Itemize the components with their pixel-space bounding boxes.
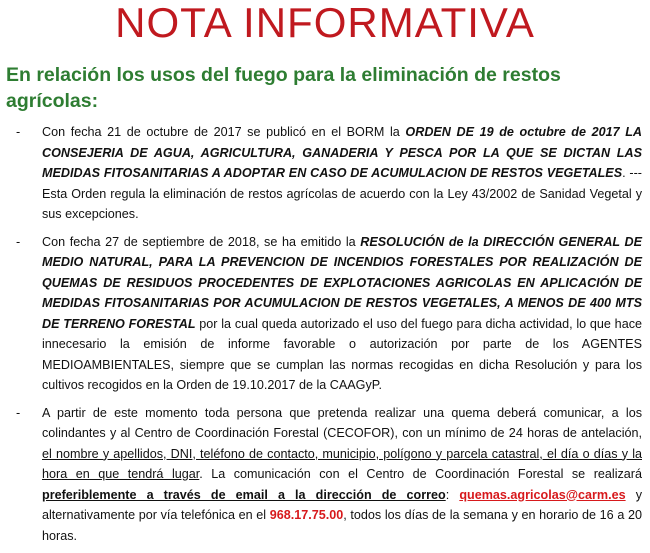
bullet-dash: - (16, 234, 21, 249)
list-item (16, 232, 642, 396)
item-text: por la cual queda autorizado el uso del fuego para dicha actividad, lo que hace innecesario la emisión de informe favorable o autorización por parte de los AGENTES MEDIOAMBIENTALES, siempre que se cumplan las normas recogidas en dicha Resolución y para los cultivos recogidos en la Orden de 19.10.2017 de la CAAGyP. (42, 316, 642, 392)
item-text: Con fecha 27 de septiembre de 2018, se ha emitido la (42, 234, 361, 249)
list-item (16, 122, 642, 225)
email-link[interactable]: quemas.agricolas@carm.es (459, 487, 626, 502)
bullet-list (16, 122, 642, 553)
item-text: y alternativamente por vía telefónica en el (42, 487, 642, 522)
bullet-dash: - (16, 405, 21, 420)
phone-number: 968.17.75.00 (269, 508, 344, 522)
bullet-dash: - (16, 125, 21, 139)
item-text: : (445, 487, 460, 502)
item-text: , todos los días de la semana y en horario de 16 a 20 horas. (42, 508, 642, 543)
email-preference-text: preferiblemente a través de email a la dirección de correo (42, 487, 446, 502)
page-title: NOTA INFORMATIVA (115, 0, 535, 46)
order-title: ORDEN DE 19 de octubre de 2017 LA CONSEJERIA DE AGUA, AGRICULTURA, GANADERIA Y PESCA POR LA QUE SE DICTAN LAS MEDIDAS FITOSANITARIAS A ADOPTAR EN CASO DE ACUMULACION DE RESTOS VEGETALES (42, 125, 643, 180)
item-text: Con fecha 21 de octubre de 2017 se publicó en el BORM la (42, 125, 406, 139)
item-text: . La comunicación con el Centro de Coordinación Forestal se realizará (199, 467, 642, 481)
resolution-title: RESOLUCIÓN de la DIRECCIÓN GENERAL DE MEDIO NATURAL, PARA LA PREVENCION DE INCENDIOS FORESTALES POR REALIZACIÓN DE QUEMAS DE RESIDUOS PROCEDENTES DE EXPLOTACIONES AGRICOLAS EN APLICACIÓN DE MEDIDAS FITOSANITARIAS POR ACUMULACION DE RESTOS VEGETALES, A MENOS DE 400 MTS DE TERRENO FORESTAL (42, 234, 643, 331)
list-item (16, 403, 642, 547)
required-data-text: el nombre y apellidos, DNI, teléfono de contacto, municipio, polígono y parcela catastral, el día o días y la hora en que tendrá lugar (42, 446, 642, 481)
subtitle: En relación los usos del fuego para la eliminación de restos agrícolas: (6, 64, 561, 112)
item-text: A partir de este momento toda persona que pretenda realizar una quema deberá comunicar, a los colindantes y al Centro de Coordinación Forestal (CECOFOR), con un mínimo de 24 horas de antelación, (42, 405, 642, 440)
item-text: . --- Esta Orden regula la eliminación de restos agrícolas de acuerdo con la Ley 43/2002 de Sanidad Vegetal y sus excepciones. (42, 166, 642, 221)
